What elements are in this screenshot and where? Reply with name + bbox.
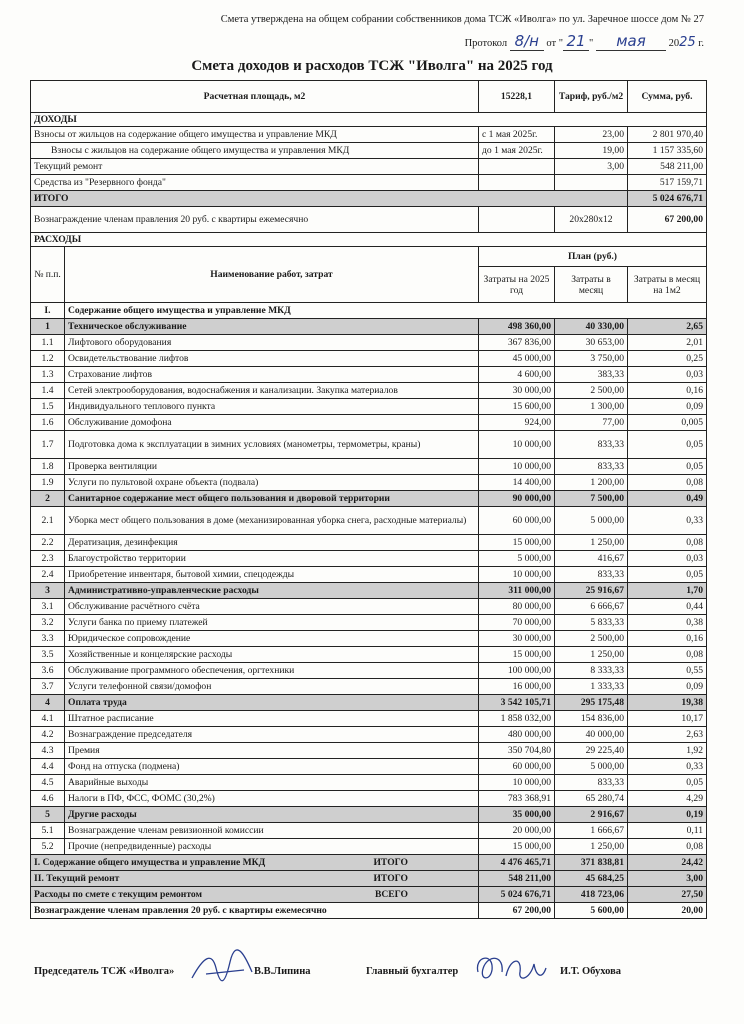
item-m2: 4,29 bbox=[628, 791, 707, 807]
item-month: 40 330,00 bbox=[555, 319, 628, 335]
chair-signature-icon bbox=[186, 948, 256, 990]
item-m2: 10,17 bbox=[628, 711, 707, 727]
item-name: Услуги банка по приему платежей bbox=[65, 615, 479, 631]
item-name: Юридическое сопровождение bbox=[65, 631, 479, 647]
item-name: Обслуживание домофона bbox=[65, 415, 479, 431]
item-row bbox=[31, 351, 707, 367]
item-name: Оплата труда bbox=[65, 695, 479, 711]
item-month: 1 666,67 bbox=[555, 823, 628, 839]
item-month: 1 300,00 bbox=[555, 399, 628, 415]
item-name: Фонд на отпуска (подмена) bbox=[65, 759, 479, 775]
total-tag: ИТОГО bbox=[373, 873, 408, 885]
item-m2: 0,16 bbox=[628, 631, 707, 647]
item-row bbox=[31, 599, 707, 615]
area-label: Расчетная площадь, м2 bbox=[31, 81, 479, 113]
item-row bbox=[31, 631, 707, 647]
income-tariff bbox=[555, 175, 628, 191]
item-month: 833,33 bbox=[555, 567, 628, 583]
item-num: 5.2 bbox=[31, 839, 65, 855]
accountant-name: И.Т. Обухова bbox=[560, 966, 622, 977]
col-num-header: № п.п. bbox=[31, 247, 65, 303]
item-name: Вознаграждение членам ревизионной комиссии bbox=[65, 823, 479, 839]
item-num: 1.4 bbox=[31, 383, 65, 399]
protocol-year: 25 bbox=[679, 35, 696, 50]
item-month: 7 500,00 bbox=[555, 491, 628, 507]
item-row bbox=[31, 535, 707, 551]
income-row bbox=[31, 127, 707, 143]
total-m2: 27,50 bbox=[628, 887, 707, 903]
total-name bbox=[31, 855, 479, 871]
item-row bbox=[31, 431, 707, 459]
item-month: 1 250,00 bbox=[555, 647, 628, 663]
item-row bbox=[31, 567, 707, 583]
item-year: 10 000,00 bbox=[479, 567, 555, 583]
item-row bbox=[31, 727, 707, 743]
item-m2: 0,16 bbox=[628, 383, 707, 399]
item-month: 833,33 bbox=[555, 431, 628, 459]
item-month: 30 653,00 bbox=[555, 335, 628, 351]
item-num: 4.6 bbox=[31, 791, 65, 807]
item-row bbox=[31, 335, 707, 351]
total-m2: 3,00 bbox=[628, 871, 707, 887]
item-row bbox=[31, 839, 707, 855]
item-month: 416,67 bbox=[555, 551, 628, 567]
item-num: 2.1 bbox=[31, 507, 65, 535]
income-period: с 1 мая 2025г. bbox=[479, 127, 555, 143]
item-num: 4 bbox=[31, 695, 65, 711]
item-name: Индивидуального теплового пункта bbox=[65, 399, 479, 415]
item-row bbox=[31, 507, 707, 535]
document-title: Смета доходов и расходов ТСЖ "Иволга" на 2025 год bbox=[191, 58, 553, 74]
income-sum: 2 801 970,40 bbox=[628, 127, 707, 143]
income-sum: 1 157 335,60 bbox=[628, 143, 707, 159]
total-year: 4 476 465,71 bbox=[479, 855, 555, 871]
group-row bbox=[31, 583, 707, 599]
income-name: Текущий ремонт bbox=[31, 159, 479, 175]
item-m2: 0,03 bbox=[628, 367, 707, 383]
item-num: 3.1 bbox=[31, 599, 65, 615]
item-year: 20 000,00 bbox=[479, 823, 555, 839]
area-value: 15228,1 bbox=[479, 81, 555, 113]
protocol-number: 8/н bbox=[510, 32, 544, 51]
item-num: 2.3 bbox=[31, 551, 65, 567]
group-row bbox=[31, 319, 707, 335]
reward-calc: 20х280х12 bbox=[555, 207, 628, 233]
item-row bbox=[31, 663, 707, 679]
item-m2: 0,08 bbox=[628, 475, 707, 491]
item-year: 10 000,00 bbox=[479, 431, 555, 459]
item-m2: 0,05 bbox=[628, 567, 707, 583]
total-month: 371 838,81 bbox=[555, 855, 628, 871]
protocol-quote: " bbox=[589, 38, 594, 49]
item-name: Административно-управленческие расходы bbox=[65, 583, 479, 599]
item-year: 5 000,00 bbox=[479, 551, 555, 567]
income-row bbox=[31, 159, 707, 175]
item-row bbox=[31, 399, 707, 415]
item-year: 3 542 105,71 bbox=[479, 695, 555, 711]
group-row bbox=[31, 807, 707, 823]
reward-row bbox=[31, 207, 707, 233]
item-row bbox=[31, 679, 707, 695]
item-year: 10 000,00 bbox=[479, 459, 555, 475]
item-year: 783 368,91 bbox=[479, 791, 555, 807]
item-m2: 19,38 bbox=[628, 695, 707, 711]
item-num: 5.1 bbox=[31, 823, 65, 839]
protocol-year-prefix: 20 bbox=[668, 38, 680, 49]
accountant-signature-icon bbox=[470, 946, 550, 990]
item-m2: 0,05 bbox=[628, 775, 707, 791]
item-year: 924,00 bbox=[479, 415, 555, 431]
item-year: 15 000,00 bbox=[479, 535, 555, 551]
item-year: 15 000,00 bbox=[479, 839, 555, 855]
item-num: 2.2 bbox=[31, 535, 65, 551]
budget-table bbox=[30, 80, 707, 919]
item-num: 4.4 bbox=[31, 759, 65, 775]
item-row bbox=[31, 383, 707, 399]
item-month: 5 833,33 bbox=[555, 615, 628, 631]
item-m2: 0,25 bbox=[628, 351, 707, 367]
item-num: 1.3 bbox=[31, 367, 65, 383]
item-name: Проверка вентиляции bbox=[65, 459, 479, 475]
item-num: 1.5 bbox=[31, 399, 65, 415]
item-row bbox=[31, 415, 707, 431]
item-num: 1 bbox=[31, 319, 65, 335]
item-name: Лифтового оборудования bbox=[65, 335, 479, 351]
item-row bbox=[31, 711, 707, 727]
item-num: 3.5 bbox=[31, 647, 65, 663]
item-year: 16 000,00 bbox=[479, 679, 555, 695]
total-name-text: II. Текущий ремонт bbox=[34, 873, 120, 885]
chair-name: В.В.Липина bbox=[254, 966, 311, 977]
item-year: 311 000,00 bbox=[479, 583, 555, 599]
item-name: Техническое обслуживание bbox=[65, 319, 479, 335]
plan-header: План (руб.) bbox=[479, 247, 707, 267]
item-row bbox=[31, 791, 707, 807]
item-year: 10 000,00 bbox=[479, 775, 555, 791]
total-name bbox=[31, 871, 479, 887]
item-month: 77,00 bbox=[555, 415, 628, 431]
protocol-year-end: г. bbox=[698, 38, 704, 49]
item-month: 2 500,00 bbox=[555, 383, 628, 399]
item-month: 154 836,00 bbox=[555, 711, 628, 727]
item-name: Обслуживание расчётного счёта bbox=[65, 599, 479, 615]
protocol-label: Протокол bbox=[464, 38, 508, 49]
item-year: 100 000,00 bbox=[479, 663, 555, 679]
item-month: 833,33 bbox=[555, 459, 628, 475]
income-total-row bbox=[31, 191, 707, 207]
item-m2: 0,33 bbox=[628, 759, 707, 775]
item-num: 3.7 bbox=[31, 679, 65, 695]
total-row bbox=[31, 887, 707, 903]
income-total-label: ИТОГО bbox=[31, 191, 628, 207]
expenses-label-row bbox=[31, 233, 707, 247]
item-name: Подготовка дома к эксплуатации в зимних условиях (манометры, термометры, краны) bbox=[65, 431, 479, 459]
income-label: ДОХОДЫ bbox=[31, 113, 707, 127]
item-num: 3.6 bbox=[31, 663, 65, 679]
item-name: Уборка мест общего пользования в доме (механизированная уборка снега, расходные материалы) bbox=[65, 507, 479, 535]
total-year: 67 200,00 bbox=[479, 903, 555, 919]
item-m2: 0,09 bbox=[628, 679, 707, 695]
col-year-header: Затраты на 2025 год bbox=[479, 267, 555, 303]
item-name: Услуги по пультовой охране объекта (подвала) bbox=[65, 475, 479, 491]
item-year: 367 836,00 bbox=[479, 335, 555, 351]
item-m2: 1,92 bbox=[628, 743, 707, 759]
item-m2: 0,05 bbox=[628, 459, 707, 475]
item-year: 60 000,00 bbox=[479, 507, 555, 535]
item-m2: 0,08 bbox=[628, 535, 707, 551]
item-row bbox=[31, 823, 707, 839]
item-num: 1.1 bbox=[31, 335, 65, 351]
item-m2: 0,33 bbox=[628, 507, 707, 535]
income-tariff: 19,00 bbox=[555, 143, 628, 159]
income-period: до 1 мая 2025г. bbox=[479, 143, 555, 159]
item-m2: 1,70 bbox=[628, 583, 707, 599]
item-m2: 0,09 bbox=[628, 399, 707, 415]
total-month: 418 723,06 bbox=[555, 887, 628, 903]
item-month: 1 333,33 bbox=[555, 679, 628, 695]
item-num: 2 bbox=[31, 491, 65, 507]
item-name: Страхование лифтов bbox=[65, 367, 479, 383]
item-row bbox=[31, 743, 707, 759]
total-month: 5 600,00 bbox=[555, 903, 628, 919]
tariff-header: Тариф, руб./м2 bbox=[555, 81, 628, 113]
item-num: 5 bbox=[31, 807, 65, 823]
item-m2: 0,55 bbox=[628, 663, 707, 679]
group-row bbox=[31, 491, 707, 507]
item-name: Другие расходы bbox=[65, 807, 479, 823]
total-name bbox=[31, 903, 479, 919]
income-name: Взносы с жильцов на содержание общего имущества и управления МКД bbox=[31, 143, 479, 159]
total-year: 5 024 676,71 bbox=[479, 887, 555, 903]
item-num: 4.1 bbox=[31, 711, 65, 727]
item-month: 2 916,67 bbox=[555, 807, 628, 823]
item-row bbox=[31, 475, 707, 491]
item-name: Дератизация, дезинфекция bbox=[65, 535, 479, 551]
income-period bbox=[479, 175, 555, 191]
item-month: 1 250,00 bbox=[555, 535, 628, 551]
item-month: 65 280,74 bbox=[555, 791, 628, 807]
total-name-text: I. Содержание общего имущества и управление МКД bbox=[34, 857, 266, 869]
item-month: 833,33 bbox=[555, 775, 628, 791]
item-year: 80 000,00 bbox=[479, 599, 555, 615]
protocol-line bbox=[465, 32, 704, 51]
income-row bbox=[31, 143, 707, 159]
income-row bbox=[31, 175, 707, 191]
item-m2: 0,38 bbox=[628, 615, 707, 631]
item-year: 4 600,00 bbox=[479, 367, 555, 383]
item-name: Хозяйственные и концелярские расходы bbox=[65, 647, 479, 663]
item-month: 5 000,00 bbox=[555, 507, 628, 535]
total-name-text: Вознаграждение членам правления 20 руб. с квартиры ежемесячно bbox=[34, 905, 327, 917]
item-m2: 0,03 bbox=[628, 551, 707, 567]
item-year: 35 000,00 bbox=[479, 807, 555, 823]
item-row bbox=[31, 551, 707, 567]
sum-header: Сумма, руб. bbox=[628, 81, 707, 113]
item-name: Санитарное содержание мест общего пользования и дворовой территории bbox=[65, 491, 479, 507]
item-month: 1 200,00 bbox=[555, 475, 628, 491]
protocol-from-label: от " bbox=[546, 38, 564, 49]
item-year: 30 000,00 bbox=[479, 383, 555, 399]
income-total-sum: 5 024 676,71 bbox=[628, 191, 707, 207]
item-month: 1 250,00 bbox=[555, 839, 628, 855]
item-m2: 0,08 bbox=[628, 647, 707, 663]
item-year: 15 000,00 bbox=[479, 647, 555, 663]
item-row bbox=[31, 647, 707, 663]
item-num: 4.3 bbox=[31, 743, 65, 759]
item-num: 1.7 bbox=[31, 431, 65, 459]
item-month: 295 175,48 bbox=[555, 695, 628, 711]
total-m2: 24,42 bbox=[628, 855, 707, 871]
protocol-month: мая bbox=[596, 32, 666, 51]
item-year: 1 858 032,00 bbox=[479, 711, 555, 727]
item-year: 30 000,00 bbox=[479, 631, 555, 647]
item-m2: 0,08 bbox=[628, 839, 707, 855]
reward-name: Вознаграждение членам правления 20 руб. с квартиры ежемесячно bbox=[31, 207, 479, 233]
item-name: Штатное расписание bbox=[65, 711, 479, 727]
item-name: Освидетельствование лифтов bbox=[65, 351, 479, 367]
total-row bbox=[31, 855, 707, 871]
item-num: 3.2 bbox=[31, 615, 65, 631]
item-name: Обслуживание программного обеспечения, оргтехники bbox=[65, 663, 479, 679]
item-year: 14 400,00 bbox=[479, 475, 555, 491]
item-month: 2 500,00 bbox=[555, 631, 628, 647]
item-month: 40 000,00 bbox=[555, 727, 628, 743]
expenses-header-row bbox=[31, 247, 707, 267]
item-month: 8 333,33 bbox=[555, 663, 628, 679]
item-m2: 0,19 bbox=[628, 807, 707, 823]
item-m2: 0,49 bbox=[628, 491, 707, 507]
total-month: 45 684,25 bbox=[555, 871, 628, 887]
item-num: 3.3 bbox=[31, 631, 65, 647]
income-period bbox=[479, 159, 555, 175]
item-num: 1.9 bbox=[31, 475, 65, 491]
item-year: 15 600,00 bbox=[479, 399, 555, 415]
item-m2: 2,01 bbox=[628, 335, 707, 351]
total-name-text: Расходы по смете с текущим ремонтом bbox=[34, 889, 203, 901]
item-m2: 0,11 bbox=[628, 823, 707, 839]
item-m2: 2,63 bbox=[628, 727, 707, 743]
item-m2: 2,65 bbox=[628, 319, 707, 335]
reward-sum: 67 200,00 bbox=[628, 207, 707, 233]
item-year: 350 704,80 bbox=[479, 743, 555, 759]
item-name: Премия bbox=[65, 743, 479, 759]
item-month: 29 225,40 bbox=[555, 743, 628, 759]
item-row bbox=[31, 775, 707, 791]
approval-note: Смета утверждена на общем собрании собственников дома ТСЖ «Иволга» по ул. Заречное шоссе дом № 27 bbox=[220, 14, 704, 25]
col-name-header: Наименование работ, затрат bbox=[65, 247, 479, 303]
section-name: Содержание общего имущества и управление МКД bbox=[65, 303, 707, 319]
income-tariff: 23,00 bbox=[555, 127, 628, 143]
item-month: 6 666,67 bbox=[555, 599, 628, 615]
accountant-label: Главный бухгалтер bbox=[366, 966, 459, 977]
total-row bbox=[31, 871, 707, 887]
section-num: I. bbox=[31, 303, 65, 319]
item-name: Вознаграждение председателя bbox=[65, 727, 479, 743]
item-name: Приобретение инвентаря, бытовой химии, спецодежды bbox=[65, 567, 479, 583]
group-row bbox=[31, 695, 707, 711]
item-num: 4.5 bbox=[31, 775, 65, 791]
item-year: 90 000,00 bbox=[479, 491, 555, 507]
income-sum: 548 211,00 bbox=[628, 159, 707, 175]
item-m2: 0,44 bbox=[628, 599, 707, 615]
col-month-header: Затраты в месяц bbox=[555, 267, 628, 303]
col-m2-header: Затраты в месяц на 1м2 bbox=[628, 267, 707, 303]
item-month: 383,33 bbox=[555, 367, 628, 383]
item-year: 60 000,00 bbox=[479, 759, 555, 775]
total-name bbox=[31, 887, 479, 903]
item-month: 25 916,67 bbox=[555, 583, 628, 599]
item-row bbox=[31, 759, 707, 775]
income-name: Средства из "Резервного фонда" bbox=[31, 175, 479, 191]
item-name: Сетей электрооборудования, водоснабжения и канализации. Закупка материалов bbox=[65, 383, 479, 399]
section-row bbox=[31, 303, 707, 319]
total-tag: ВСЕГО bbox=[374, 889, 408, 901]
total-tag: ИТОГО bbox=[373, 857, 408, 869]
item-row bbox=[31, 367, 707, 383]
item-m2: 0,005 bbox=[628, 415, 707, 431]
income-name: Взносы от жильцов на содержание общего имущества и управление МКД bbox=[31, 127, 479, 143]
item-row bbox=[31, 615, 707, 631]
item-year: 480 000,00 bbox=[479, 727, 555, 743]
item-num: 1.8 bbox=[31, 459, 65, 475]
item-name: Благоустройство территории bbox=[65, 551, 479, 567]
item-num: 4.2 bbox=[31, 727, 65, 743]
item-year: 45 000,00 bbox=[479, 351, 555, 367]
expenses-label: РАСХОДЫ bbox=[31, 233, 707, 247]
item-name: Прочие (непредвиденные) расходы bbox=[65, 839, 479, 855]
item-num: 3 bbox=[31, 583, 65, 599]
reward-blank bbox=[479, 207, 555, 233]
chair-label: Председатель ТСЖ «Иволга» bbox=[34, 966, 175, 977]
item-m2: 0,05 bbox=[628, 431, 707, 459]
protocol-day: 21 bbox=[563, 32, 589, 51]
total-m2: 20,00 bbox=[628, 903, 707, 919]
income-tariff: 3,00 bbox=[555, 159, 628, 175]
item-num: 1.6 bbox=[31, 415, 65, 431]
total-row bbox=[31, 903, 707, 919]
item-name: Налоги в ПФ, ФСС, ФОМС (30,2%) bbox=[65, 791, 479, 807]
income-sum: 517 159,71 bbox=[628, 175, 707, 191]
item-year: 70 000,00 bbox=[479, 615, 555, 631]
item-month: 5 000,00 bbox=[555, 759, 628, 775]
total-year: 548 211,00 bbox=[479, 871, 555, 887]
item-name: Услуги телефонной связи/домофон bbox=[65, 679, 479, 695]
item-month: 3 750,00 bbox=[555, 351, 628, 367]
item-year: 498 360,00 bbox=[479, 319, 555, 335]
item-name: Аварийные выходы bbox=[65, 775, 479, 791]
item-row bbox=[31, 459, 707, 475]
item-num: 2.4 bbox=[31, 567, 65, 583]
item-num: 1.2 bbox=[31, 351, 65, 367]
